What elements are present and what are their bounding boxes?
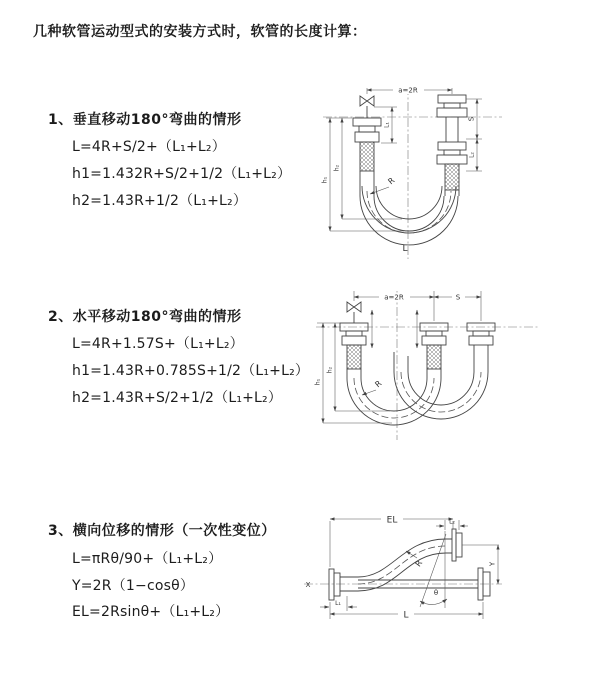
section-2-formula-h1: h1=1.43R+0.785S+1/2（L₁+L₂） — [72, 363, 310, 379]
page-title: 几种软管运动型式的安装方式时，软管的长度计算： — [33, 24, 367, 40]
dim-label-a2r: a=2R — [398, 86, 418, 95]
dim-label-h2: h₂ — [326, 366, 334, 374]
left-fitting — [340, 323, 368, 369]
hose-u-bends — [347, 352, 488, 425]
left-flange — [329, 569, 358, 600]
dim-label-l: L — [403, 610, 409, 621]
right-fitting-shifted — [467, 323, 495, 372]
section-1-formula-h2: h2=1.43R+1/2（L₁+L₂） — [72, 193, 248, 209]
left-fitting — [353, 118, 381, 196]
section-3-formula-Y: Y=2R（1−cosθ） — [72, 578, 195, 594]
dimension-lines-top — [354, 291, 481, 321]
length-label: L — [402, 244, 408, 254]
middle-fitting — [420, 323, 448, 369]
axis-label-x: X — [305, 581, 311, 589]
hose-u-bend — [360, 186, 458, 245]
dim-label-y: Y — [488, 561, 497, 567]
dim-label-l2: L₂ — [449, 518, 455, 526]
radius-callout — [362, 379, 384, 395]
radius-label: R — [386, 175, 397, 187]
diagram-lateral-displacement — [300, 505, 562, 650]
dim-label-s: S — [455, 293, 461, 302]
radius-label: R — [373, 378, 384, 390]
dim-label-el: EL — [386, 515, 398, 526]
section-3-formula-L: L=πRθ/90+（L₁+L₂） — [72, 551, 223, 567]
angle-label-theta: θ — [433, 589, 439, 597]
section-2-formula-h2: h2=1.43R+S/2+1/2（L₁+L₂） — [72, 390, 283, 406]
dim-label-s: S — [467, 116, 476, 122]
dim-label-h2: h₂ — [333, 164, 341, 172]
dimension-lines — [306, 514, 499, 621]
dim-label-l2: L₂ — [468, 152, 476, 158]
radius-label: R — [413, 558, 425, 569]
section-2-formula-L: L=4R+1.57S+（L₁+L₂） — [72, 336, 244, 352]
section-1-formula-L: L=4R+S/2+（L₁+L₂） — [72, 139, 226, 155]
section-3-formula-EL: EL=2Rsinθ+（L₁+L₂） — [72, 604, 230, 620]
diagram-horizontal-180-bend — [310, 283, 550, 470]
dim-label-h1: h₁ — [321, 176, 329, 184]
dim-label-h1: h₁ — [314, 378, 322, 386]
diagram-vertical-180-bend — [315, 78, 545, 263]
dim-label-l1: L₁ — [383, 122, 391, 128]
dim-label-l1: L₁ — [335, 600, 341, 607]
valve-icon — [360, 96, 374, 118]
section-2-heading: 2、水平移动180°弯曲的情形 — [48, 309, 242, 325]
section-3-heading: 3、横向位移的情形（一次性变位） — [48, 523, 276, 539]
dim-label-a2r: a=2R — [384, 293, 404, 302]
valve-icon — [347, 302, 361, 323]
hose-displaced-position — [358, 529, 462, 591]
right-fitting — [437, 95, 467, 196]
section-1-heading: 1、垂直移动180°弯曲的情形 — [48, 112, 242, 128]
section-1-formula-h1: h1=1.432R+S/2+1/2（L₁+L₂） — [72, 166, 292, 182]
